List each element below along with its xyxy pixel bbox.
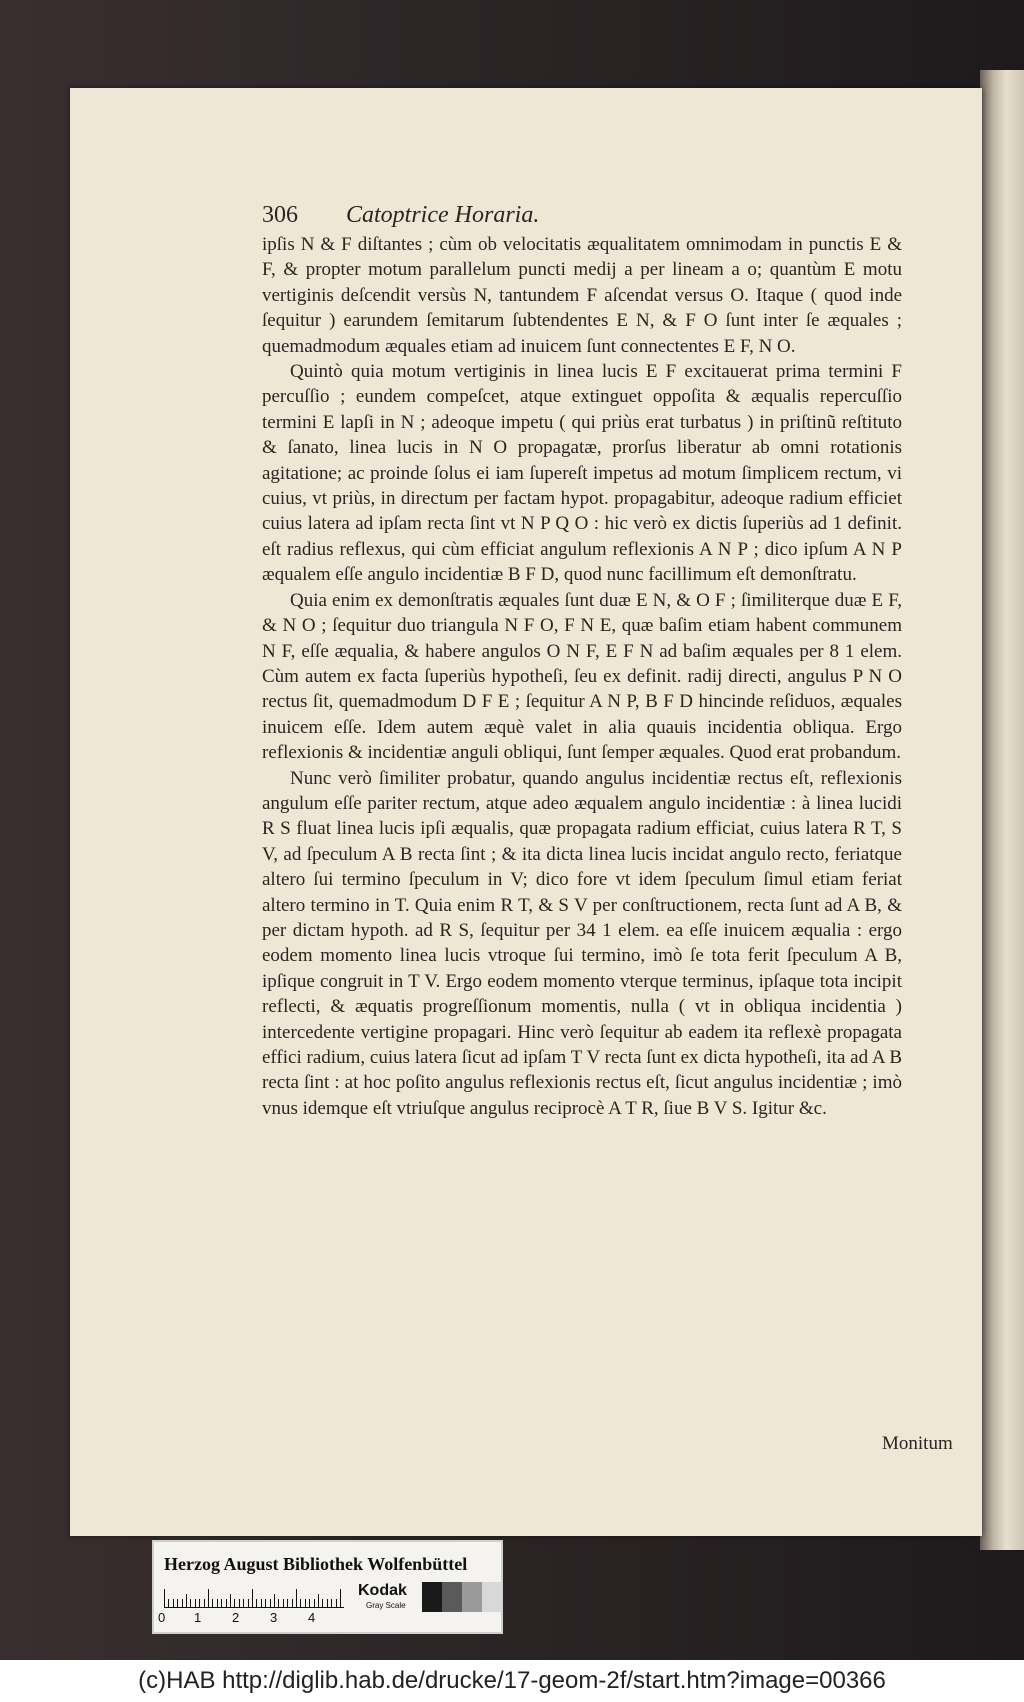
page-text-block [262,200,902,1121]
ruler-tick [234,1599,235,1607]
gray-swatch [482,1582,502,1612]
page-number: 306 [262,202,298,228]
ruler-tick [256,1599,257,1607]
ruler-tick [221,1599,222,1607]
ruler-tick [265,1599,266,1607]
ruler-label: 3 [270,1610,278,1625]
ruler-tick [208,1589,209,1607]
ruler-tick [270,1599,271,1607]
book-page [70,88,982,1536]
ruler-tick [327,1599,328,1607]
running-title: Catoptrice Horaria. [346,202,540,228]
ruler-tick [340,1589,341,1607]
ruler-tick [314,1599,315,1607]
kodak-logo: Kodak [358,1582,407,1599]
ruler-label: 0 [158,1610,166,1625]
ruler-tick [278,1599,279,1607]
ruler-tick [186,1594,187,1607]
ruler-tick [331,1599,332,1607]
gray-swatch [422,1582,442,1612]
ruler-tick [199,1599,200,1607]
paragraph-4: Nunc verò ſimiliter probatur, quando angulus incidentiæ rectus eſt, reflexionis angulum eſſe pariter rectum, atque adeo æqualem angulo incidentiæ : à linea lucidi R S fluat linea lucis ipſi æqualis, quæ propagata radium efficiat, cuius latera R T, S V, ad ſpeculum A B recta ſint ; & ita dicta linea lucis incidat angulo recto, feriatque altero ſui termino ſpeculum in V; dico fore vt idem ſpeculum ſimul etiam feriat altero termino in T. Quia enim R T, & S V per conſtructionem, recta ſunt ad A B, & per dictam hypoth. ad R S, ſequitur per 34 1 elem. ea eſſe inuicem æqualia : ergo eodem momento linea lucis vtroque ſui termino, imò ſe tota ferit ſpeculum A B, ipſique congruit in T V. Ergo eodem momento vterque terminus, ipſaque tota incipit reflecti, & æquatis progreſſionum momentis, nulla ( vt in obliqua incidentia ) intercedente vertigine propagari. Hinc verò ſequitur ab eadem ita reflexè propagata effici radium, cuius latera ſicut ad ipſam T V recta ſunt ex dicta hypotheſi, ita ad A B recta ſint : at hoc poſito angulus reflexionis rectus eſt, ſicut angulus incidentiæ ; imò vnus idemque eſt vtriuſque angulus reciprocè A T R, ſiue B V S. Igitur &c. [262,767,902,1119]
library-card-title: Herzog August Bibliothek Wolfenbüttel [164,1554,468,1574]
ruler-tick [164,1589,165,1607]
ruler-tick [182,1599,183,1607]
gray-swatch [462,1582,482,1612]
paragraph-3: Quia enim ex demonſtratis æquales ſunt duæ E N, & O F ; ſimiliterque duæ E F, & N O ; ſequitur duo triangula N F O, F N E, quæ baſim etiam habent communem N F, eſſe æqualia, & habere angulos O N F, E F N ad baſim æquales per 8 1 elem. Cùm autem ex facta ſuperiùs hypotheſi, ſeu ex definit. radij directi, angulus P N O rectus ſit, quemadmodum D F E ; ſequitur A N P, B F D hincinde reſiduos, æquales inuicem eſſe. Idem autem æquè valet in alia quauis incidentia obliqua. Ergo reflexionis & incidentiæ anguli obliqui, ſunt ſemper æquales. Quod erat probandum. [262,589,902,764]
ruler-tick [212,1599,213,1607]
ruler-tick [243,1599,244,1607]
ruler-tick [173,1599,174,1607]
ruler-tick [261,1599,262,1607]
ruler-label: 1 [194,1610,202,1625]
gray-scale-label: Gray Scale [366,1601,406,1610]
ruler-label: 2 [232,1610,240,1625]
ruler-tick [274,1594,275,1607]
ruler-tick [217,1599,218,1607]
ruler-tick [230,1594,231,1607]
ruler-tick [287,1599,288,1607]
ruler-tick [305,1599,306,1607]
facing-page-edge [980,70,1024,1550]
ruler-tick [309,1599,310,1607]
gray-swatch [442,1582,462,1612]
ruler-tick [300,1599,301,1607]
ruler-tick [248,1599,249,1607]
ruler-tick [318,1594,319,1607]
ruler-tick [177,1599,178,1607]
ruler-tick [322,1599,323,1607]
ruler-tick [239,1599,240,1607]
catchword: Monitum [882,1433,953,1454]
ruler-tick [226,1599,227,1607]
ruler-tick [283,1599,284,1607]
scale-ruler [164,1585,344,1608]
paragraph-2: Quintò quia motum vertiginis in linea lucis E F excitauerat prima termini F percuſſio ; eundem compeſcet, atque extinguet oppoſita & æqualis repercuſſio termini E lapſi in N ; adeoque impetu ( qui priùs erat turbatus ) in priſtinũ reſtituto & ſanato, linea lucis in N O propagatæ, prorſus liberatur ab omni rotationis agitatione; ac proinde ſolus ei iam ſupereſt impetus ad motum ſimplicem rectum, vi cuius, vt priùs, in directum per factam hypot. propagabitur, adeoque radium efficiet cuius latera ad ipſam recta ſint vt N P Q O : hic verò ex dictis ſuperiùs ad 1 definit. eſt radius reflexus, qui cùm efficiat angulum reflexionis A N P ; dico ipſum A N P æqualem eſſe angulo incidentiæ B F D, quod nunc facillimum eſt demonſtratu. [262,361,902,586]
ruler-tick [190,1599,191,1607]
ruler-tick [195,1599,196,1607]
footer-credit [0,1660,1024,1702]
ruler-tick [204,1599,205,1607]
paragraph-1: ipſis N & F diſtantes ; cùm ob velocitatis æqualitatem omnimodam in punctis E & F, & propter motum parallelum puncti medij a per lineam a o; quantùm E motu vertiginis deſcendit versùs N, tantundem F aſcendat versus O. Itaque ( quod inde ſequitur ) earundem ſemitarum ſubtendentes E N, & F O ſunt inter ſe æquales ; quemadmodum æquales etiam ad inuicem ſunt connectentes E F, N O. [262,234,902,357]
ruler-tick [252,1589,253,1607]
footer-credit-text: (c)HAB http://diglib.hab.de/drucke/17-geom-2f/start.htm?image=00366 [138,1667,886,1694]
ruler-tick [168,1599,169,1607]
ruler-tick [336,1599,337,1607]
ruler-tick [296,1589,297,1607]
library-color-card [152,1540,503,1634]
gray-swatches [422,1582,502,1612]
ruler-label: 4 [308,1610,316,1625]
running-head [262,200,902,230]
ruler-tick [292,1599,293,1607]
